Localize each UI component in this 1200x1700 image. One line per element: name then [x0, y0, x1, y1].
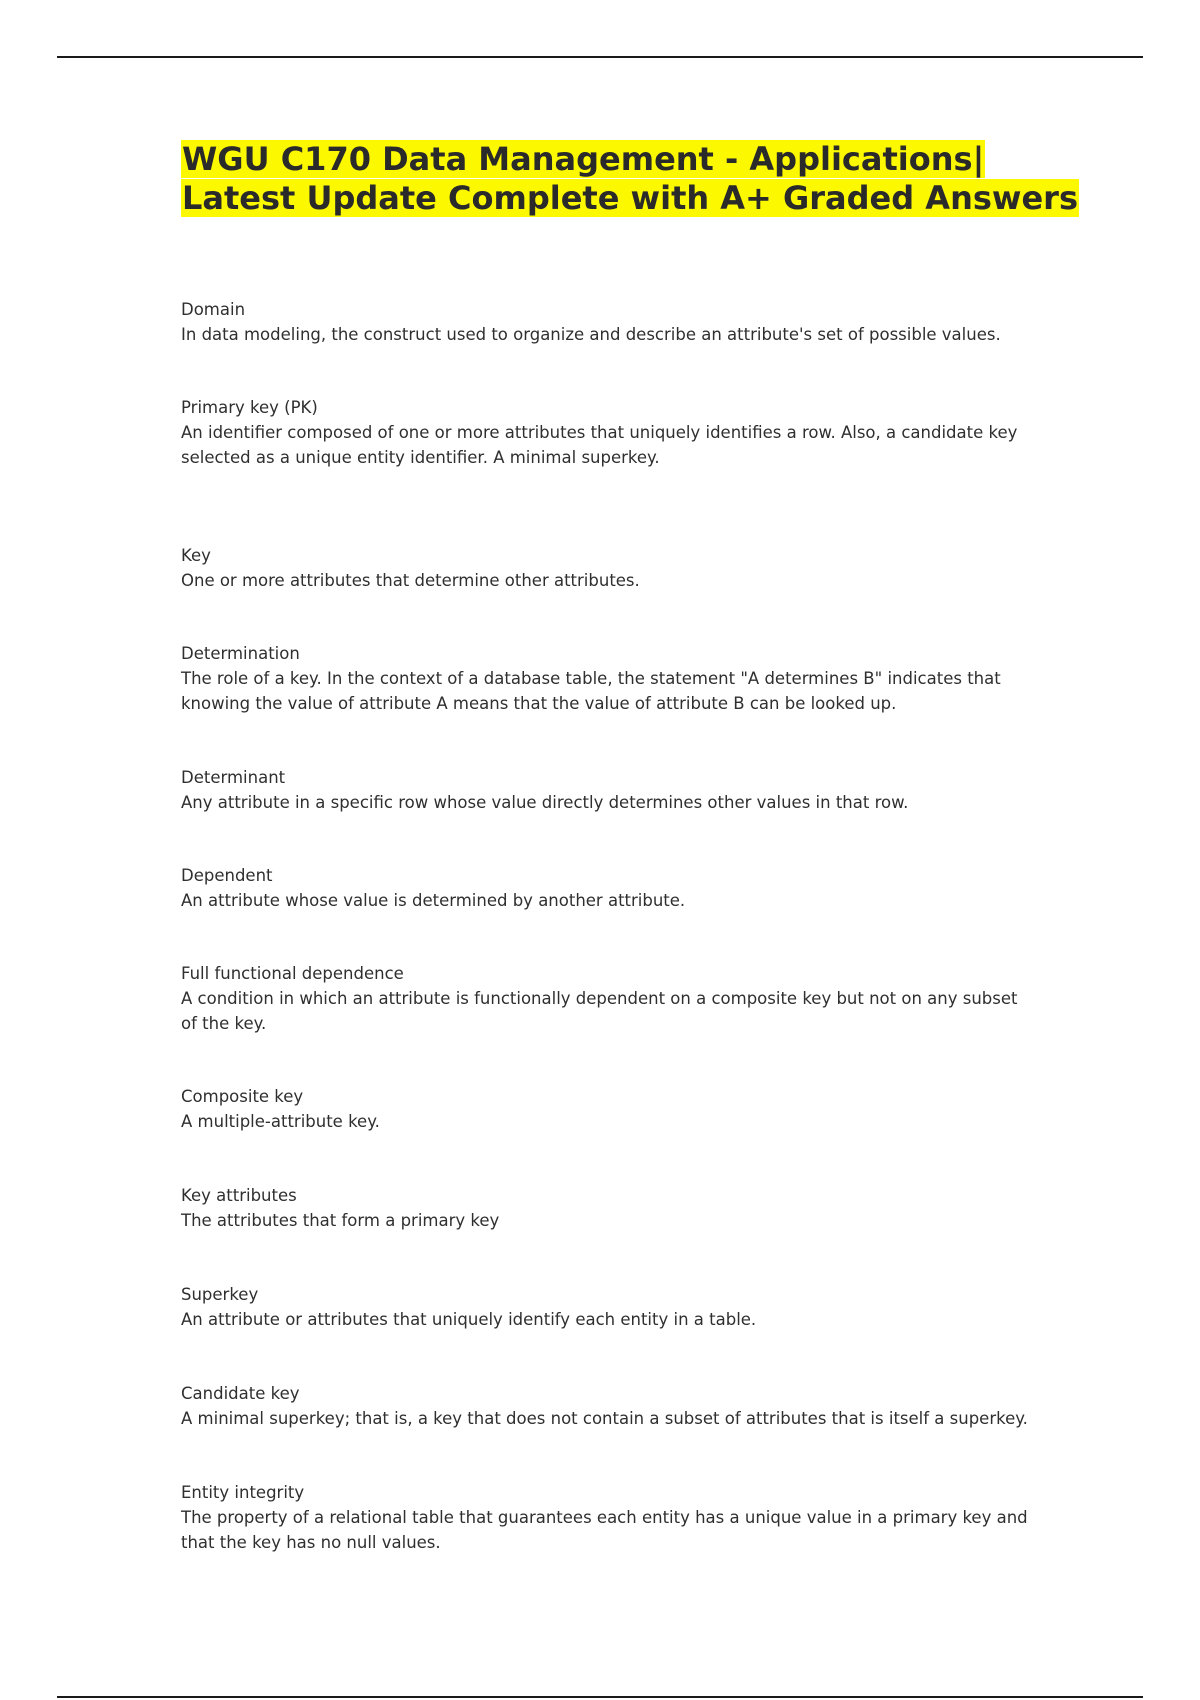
entry-definition: The property of a relational table that guarantees each entity has a unique value in a primary key and that the key has no null values.: [181, 1508, 1028, 1552]
entry-term: Domain: [181, 300, 246, 319]
entry-definition: One or more attributes that determine other attributes.: [181, 571, 640, 590]
entry-term: Entity integrity: [181, 1483, 305, 1502]
entry-definition: An identifier composed of one or more attributes that uniquely identifies a row. Also, a candidate key selected as a unique entity identifier. A minimal superkey.: [181, 423, 1018, 467]
entry-term: Determinant: [181, 768, 286, 787]
entry-term: Dependent: [181, 866, 273, 885]
glossary-entry: [181, 765, 1031, 815]
entry-definition: A multiple-attribute key.: [181, 1112, 380, 1131]
entry-term: Primary key (PK): [181, 398, 318, 417]
entry-definition: A condition in which an attribute is functionally dependent on a composite key but not on any subset of the key.: [181, 989, 1018, 1033]
entry-definition: The role of a key. In the context of a database table, the statement "A determines B" indicates that knowing the value of attribute A means that the value of attribute B can be looked up.: [181, 669, 1001, 713]
entry-term: Determination: [181, 644, 300, 663]
entry-definition: The attributes that form a primary key: [181, 1211, 500, 1230]
page-top-rule: [57, 56, 1143, 58]
glossary-entry: [181, 1084, 1031, 1134]
glossary-entry: [181, 961, 1031, 1036]
entry-definition: An attribute whose value is determined by another attribute.: [181, 891, 686, 910]
glossary-entry: [181, 863, 1031, 913]
glossary-entry: [181, 1480, 1031, 1555]
glossary-entry: [181, 543, 1031, 593]
page-bottom-rule: [57, 1696, 1143, 1698]
entry-term: Key attributes: [181, 1186, 297, 1205]
glossary-entry: [181, 641, 1031, 716]
glossary-entry: [181, 1183, 1031, 1233]
entry-term: Candidate key: [181, 1384, 300, 1403]
entry-term: Key: [181, 546, 211, 565]
entry-term: Composite key: [181, 1087, 304, 1106]
document-title-highlight: WGU C170 Data Management - Applications| Latest Update Complete with A+ Graded Answers: [182, 140, 1078, 217]
entry-definition: Any attribute in a specific row whose value directly determines other values in that row.: [181, 793, 909, 812]
glossary-entry: [181, 1381, 1031, 1431]
document-title: [181, 140, 1081, 218]
glossary-entry: [181, 1282, 1031, 1332]
entry-definition: An attribute or attributes that uniquely identify each entity in a table.: [181, 1310, 757, 1329]
entry-term: Full functional dependence: [181, 964, 404, 983]
entry-definition: In data modeling, the construct used to organize and describe an attribute's set of possible values.: [181, 325, 1001, 344]
glossary-entry: [181, 395, 1031, 470]
entry-definition: A minimal superkey; that is, a key that does not contain a subset of attributes that is itself a superkey.: [181, 1409, 1028, 1428]
glossary-entry: [181, 297, 1031, 347]
entry-term: Superkey: [181, 1285, 259, 1304]
